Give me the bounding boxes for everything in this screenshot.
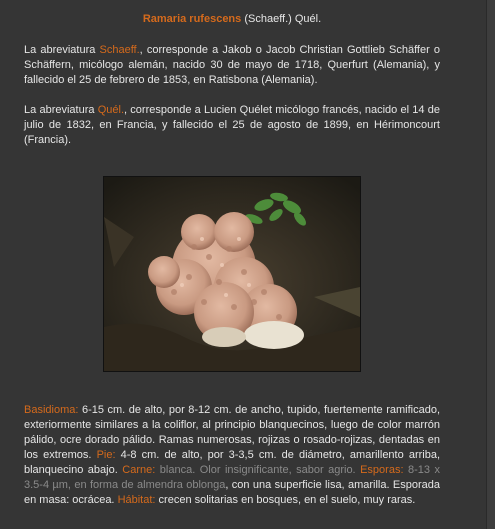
species-name: Ramaria rufescens bbox=[142, 13, 242, 25]
para2-prefix: La abreviatura bbox=[24, 104, 98, 116]
carne-text: blanca. Olor insignificante, sabor agrio. bbox=[155, 464, 361, 476]
species-author: (Schaeff.) Quél. bbox=[241, 13, 322, 25]
basidioma-label: Basidioma: bbox=[24, 404, 79, 416]
mushroom-photo bbox=[103, 176, 361, 372]
para1-text: , corresponde a Jakob o Jacob Christian Gottlieb Schäffer o Schäffern, micólogo alemán, nacido 30 de mayo de 1718, Querfurt (Alemania), y fallecido el 25 de febrero de 1853, en Ratisbona (Alemania). bbox=[24, 44, 440, 86]
carne-label: Carne: bbox=[122, 464, 156, 476]
species-description bbox=[24, 403, 440, 508]
abbr-quel-link[interactable]: Quél. bbox=[97, 104, 125, 116]
description-paragraph bbox=[24, 403, 440, 508]
habitat-label: Hábitat: bbox=[117, 494, 156, 506]
esporas-label: Esporas: bbox=[360, 464, 404, 476]
pie-label: Pie: bbox=[96, 449, 116, 461]
vertical-scrollbar[interactable] bbox=[486, 0, 495, 529]
basidioma-text: 6-15 cm. de alto, por 8-12 cm. de ancho, tupido, fuertemente ramificado, exteriormente similares a la coliflor, al principio blanquecinos, luego de color marrón pálido, ocre dorado pálido. Ramas numerosas, rojizas o rosado-rojizas, dentadas en los extremos. bbox=[24, 404, 440, 461]
pie-text: 4-8 cm. de alto, por 3-3,5 cm. de diámetro, amarillento arriba, blanquecino abajo. bbox=[24, 449, 441, 476]
para2-text: , corresponde a Lucien Quélet micólogo francés, nacido el 14 de julio de 1832, en Francia, y fallecido el 25 de agosto de 1899, en Hérimoncourt (Francia). bbox=[24, 104, 440, 146]
page-title bbox=[24, 12, 440, 27]
abbreviation-paragraph-schaeff bbox=[24, 43, 440, 88]
para1-prefix: La abreviatura bbox=[24, 44, 100, 56]
abbr-schaeff-link[interactable]: Schaeff. bbox=[99, 44, 140, 56]
article-content bbox=[24, 12, 440, 148]
abbreviation-paragraph-quel bbox=[24, 103, 440, 148]
habitat-text: crecen solitarias en bosques, en el suelo, muy raras. bbox=[155, 494, 416, 506]
esporas-text: 8-13 x 3.5-4 µm, en forma de almendra oblonga bbox=[24, 464, 440, 491]
esporas-text-2: , con una superficie lisa, amarilla. Esporada en masa: ocrácea. bbox=[24, 479, 440, 506]
